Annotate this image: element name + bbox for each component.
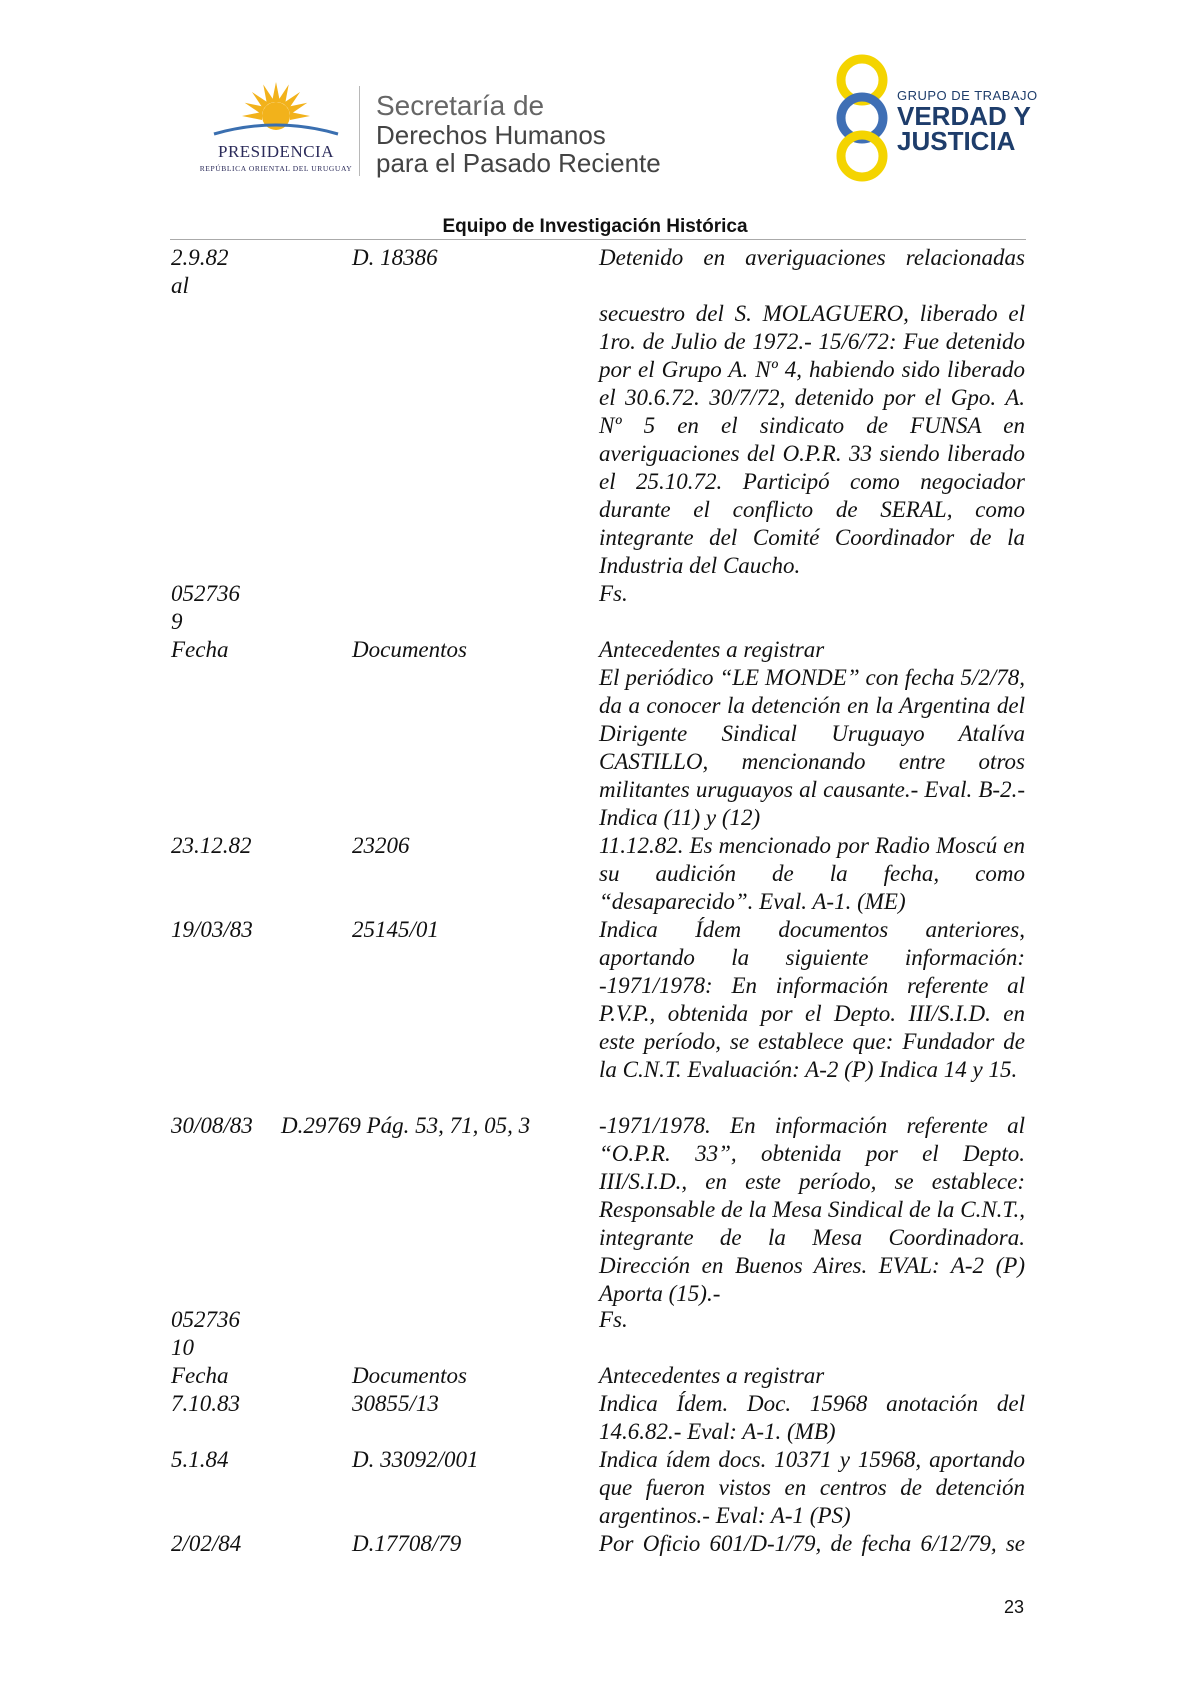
row-text: -1971/1978. En información referente al “O.P.R. 33”, obtenida por el Depto. III/S.I.D., en este período, se establece: Responsable de la Mesa Sindical de la C.N.T., integrante de la Mesa Coordinadora. Dirección en Buenos Aires. EVAL: A-2 (P) Aporta (15).- (599, 1113, 1025, 1306)
row-text: Antecedentes a registrar (599, 1363, 825, 1388)
vyj-line-1: VERDAD Y (897, 101, 1031, 131)
row-date: 30/08/83 (171, 1113, 253, 1138)
row-text: Indica Ídem documentos anteriores, aportando la siguiente información: -1971/1978: En información referente al P.V.P., obtenida por el Depto. III/S.I.D. en este período, se establece que: Fundador de la C.N.T. Evaluación: A-2 (P) Indica 14 y 15. (599, 917, 1025, 1082)
row-document: D.29769 Pág. 53, 71, 05, 3 (281, 1113, 531, 1138)
page-number: 23 (1004, 1597, 1025, 1617)
row-document: Documentos (352, 1363, 467, 1388)
row-date: 052736 10 (171, 1307, 240, 1360)
row-document: 23206 (352, 833, 410, 858)
row-date: Fecha (171, 637, 229, 662)
row-document: D. 33092/001 (352, 1447, 479, 1472)
row-text: Detenido en averiguaciones relacionadas (599, 245, 1025, 270)
row-text: El periódico “LE MONDE” con fecha 5/2/78, da a conocer la detención en la Argentina del Dirigente Sindical Uruguayo Atalíva CASTILLO, mencionando entre otros militantes uruguayos al causante.- Eval. B-2.- Indica (11) y (12) (599, 665, 1025, 830)
secretaria-line-3: para el Pasado Reciente (376, 148, 661, 178)
row-date: 5.1.84 (171, 1447, 229, 1472)
row-text: Indica Ídem. Doc. 15968 anotación del 14.6.82.- Eval: A-1. (MB) (599, 1391, 1025, 1444)
row-date: 7.10.83 (171, 1391, 240, 1416)
row-date: 2/02/84 (171, 1531, 242, 1556)
row-date: 19/03/83 (171, 917, 253, 942)
row-text: secuestro del S. MOLAGUERO, liberado el 1ro. de Julio de 1972.- 15/6/72: Fue detenido por el Grupo A. Nº 4, habiendo sido liberado el 30.6.72. 30/7/72, detenido por el Gpo. A. Nº 5 en el sindicato de FUNSA en averiguaciones del O.P.R. 33 siendo liberado el 25.10.72. Participó como negociador durante el conflicto de SERAL, como integrante del Comité Coordinador de la Industria del Caucho. (599, 301, 1025, 578)
row-document: D. 18386 (352, 245, 438, 270)
row-text: 11.12.82. Es mencionado por Radio Moscú en su audición de la fecha, como “desaparecido”. Eval. A-1. (ME) (599, 833, 1025, 914)
row-document: D.17708/79 (352, 1531, 462, 1556)
row-date: 23.12.82 (171, 833, 252, 858)
secretaria-line-1: Secretaría de (376, 90, 545, 121)
row-date: 052736 9 (171, 581, 240, 634)
row-fs: Fs. (599, 581, 628, 606)
row-document: 25145/01 (352, 917, 439, 942)
vyj-line-2: JUSTICIA (897, 126, 1016, 156)
presidencia-sublabel: REPÚBLICA ORIENTAL DEL URUGUAY (199, 164, 353, 173)
row-document: Documentos (352, 637, 467, 662)
row-text: Indica ídem docs. 10371 y 15968, aportando que fueron vistos en centros de detención argentinos.- Eval: A-1 (PS) (599, 1447, 1025, 1528)
secretaria-line-2: Derechos Humanos (376, 120, 606, 150)
row-text: Antecedentes a registrar (599, 637, 825, 662)
presidencia-label: PRESIDENCIA (217, 142, 334, 161)
team-title: Equipo de Investigación Histórica (442, 216, 748, 237)
row-date: Fecha (171, 1363, 229, 1388)
row-date: 2.9.82 al (171, 245, 229, 298)
row-text: Por Oficio 601/D-1/79, de fecha 6/12/79, se (599, 1531, 1025, 1556)
row-document: 30855/13 (352, 1391, 439, 1416)
row-fs: Fs. (599, 1307, 628, 1332)
vyj-small-label: GRUPO DE TRABAJO (897, 88, 1038, 103)
